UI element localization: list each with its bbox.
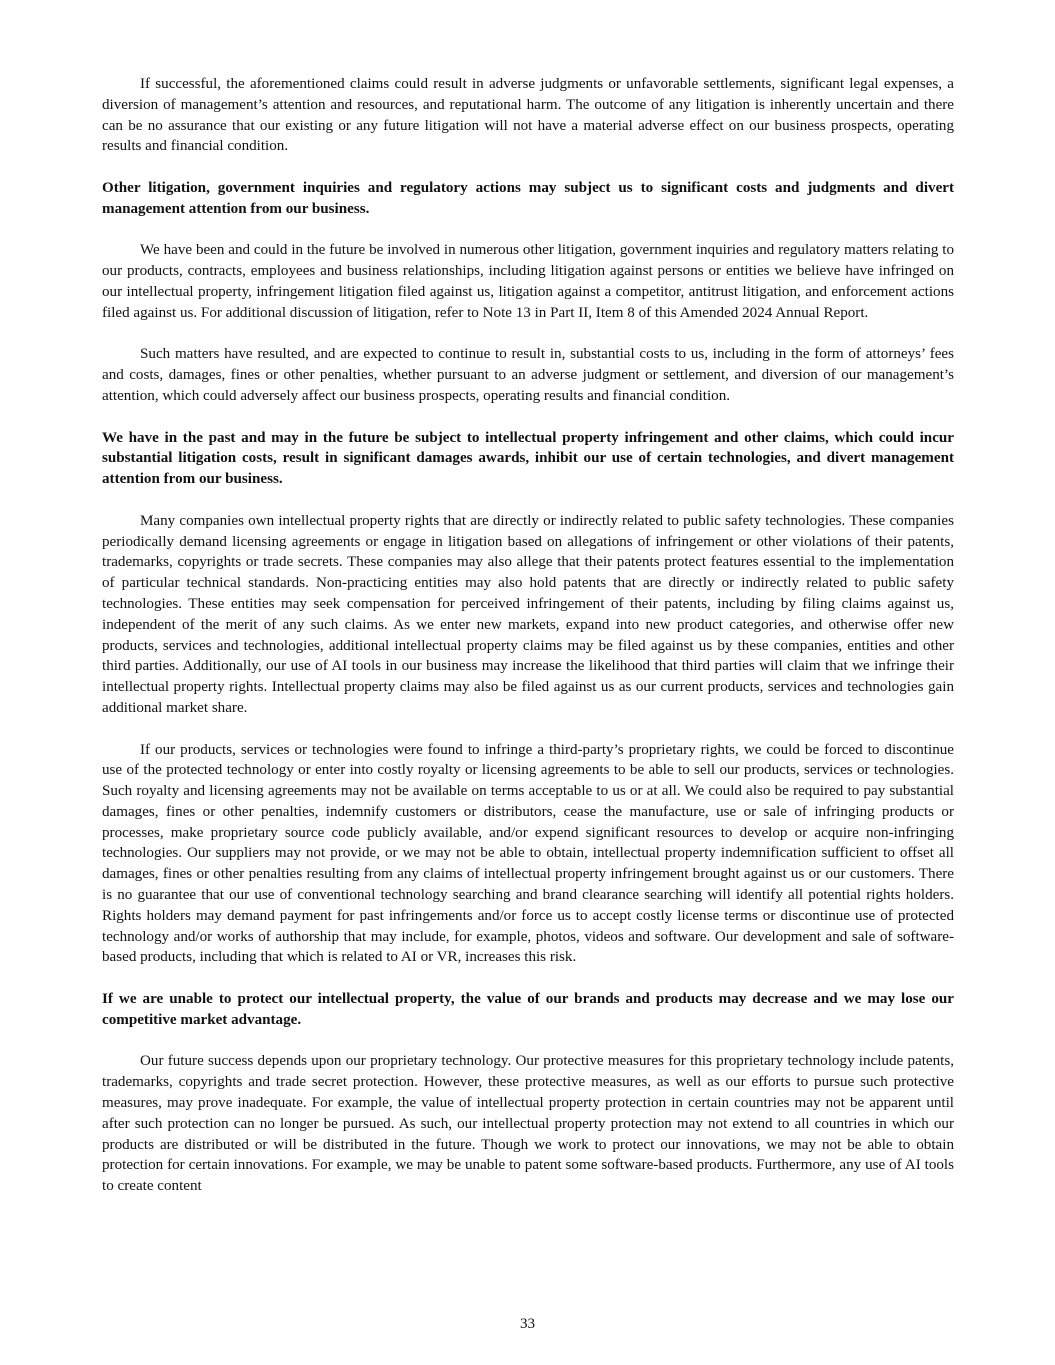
paragraph: Such matters have resulted, and are expected to continue to result in, substantial costs to us, including in the form of attorneys’ fees and costs, damages, fines or other penalties, whether pursuant to an adverse judgment or settlement, and diversion of our management’s attention, which could adversely affect our business prospects, operating results and financial condition.	[102, 346, 954, 404]
paragraph: If successful, the aforementioned claims could result in adverse judgments or unfavorable settlements, significant legal expenses, a diversion of management’s attention and resources, and reputational harm. The outcome of any litigation is inherently uncertain and there can be no assurance that our existing or any future litigation will not have a material adverse effect on our business prospects, operating results and financial condition.	[102, 76, 954, 155]
section-heading: We have in the past and may in the future be subject to intellectual property infringement and other claims, which could incur substantial litigation costs, result in significant damages awards, inhibit our use of certain technologies, and divert management attention from our business.	[102, 429, 954, 488]
paragraph: We have been and could in the future be involved in numerous other litigation, government inquiries and regulatory matters relating to our products, contracts, employees and business relationships, including litigation against persons or entities we believe have infringed on our intellectual property, infringement litigation filed against us, litigation against a competitor, antitrust litigation, and enforcement actions filed against us. For additional discussion of litigation, refer to Note 13 in Part II, Item 8 of this Amended 2024 Annual Report.	[102, 242, 954, 321]
paragraph: Many companies own intellectual property rights that are directly or indirectly related to public safety technologies. These companies periodically demand licensing agreements or engage in litigation based on allegations of infringement or other violations of their patents, trademarks, copyrights or trade secrets. These companies may also allege that their patents protect features essential to the implementation of particular technical standards. Non-practicing entities may also hold patents that are directly or indirectly related to public safety technologies. These entities may seek compensation for perceived infringement of their patents, including by filing claims against us, independent of the merit of any such claims. As we enter new markets, expand into new product categories, and otherwise offer new products, services and technologies, additional intellectual property claims may be filed against us by these companies, entities and other third parties. Additionally, our use of AI tools in our business may increase the likelihood that third parties will claim that we infringe their intellectual property rights. Intellectual property claims may also be filed against us as our current products, services and technologies gain additional market share.	[102, 512, 954, 716]
document-page	[102, 74, 954, 1218]
page-number: 33	[519, 1316, 536, 1332]
section-heading: Other litigation, government inquiries and regulatory actions may subject us to significant costs and judgments and divert management attention from our business.	[102, 179, 954, 217]
paragraph: Our future success depends upon our proprietary technology. Our protective measures for this proprietary technology include patents, trademarks, copyrights and trade secret protection. However, these protective measures, as well as our efforts to pursue such protective measures, may prove inadequate. For example, the value of intellectual property protection in certain countries may not be apparent until after such protection can no longer be pursued. As such, our intellectual property protection may not extend to all countries in which our products are distributed or will be distributed in the future. Though we work to protect our innovations, we may not be able to obtain protection for certain innovations. For example, we may be unable to patent some software-based products. Furthermore, any use of AI tools to create content	[102, 1053, 954, 1195]
section-heading: If we are unable to protect our intellectual property, the value of our brands and products may decrease and we may lose our competitive market advantage.	[102, 991, 954, 1028]
paragraph: If our products, services or technologies were found to infringe a third-party’s proprietary rights, we could be forced to discontinue use of the protected technology or enter into costly royalty or licensing agreements to be able to sell our products, services or technologies. Such royalty and licensing agreements may not be available on terms acceptable to us or at all. We could also be required to pay substantial damages, fines or other penalties, indemnify customers or distributors, cease the manufacture, use or sale of infringing products or processes, make proprietary source code publicly available, and/or expend significant resources to develop or acquire non-infringing technologies. Our suppliers may not provide, or we may not be able to obtain, intellectual property indemnification sufficient to offset all damages, fines or other penalties resulting from any claims of intellectual property infringement brought against us or our customers. There is no guarantee that our use of conventional technology searching and brand clearance searching will identify all potential rights holders. Rights holders may demand payment for past infringements and/or force us to accept costly license terms or discontinue use of protected technology and/or works of authorship that may include, for example, photos, videos and software. Our development and sale of software-based products, including that which is related to AI or VR, increases this risk.	[102, 741, 954, 966]
